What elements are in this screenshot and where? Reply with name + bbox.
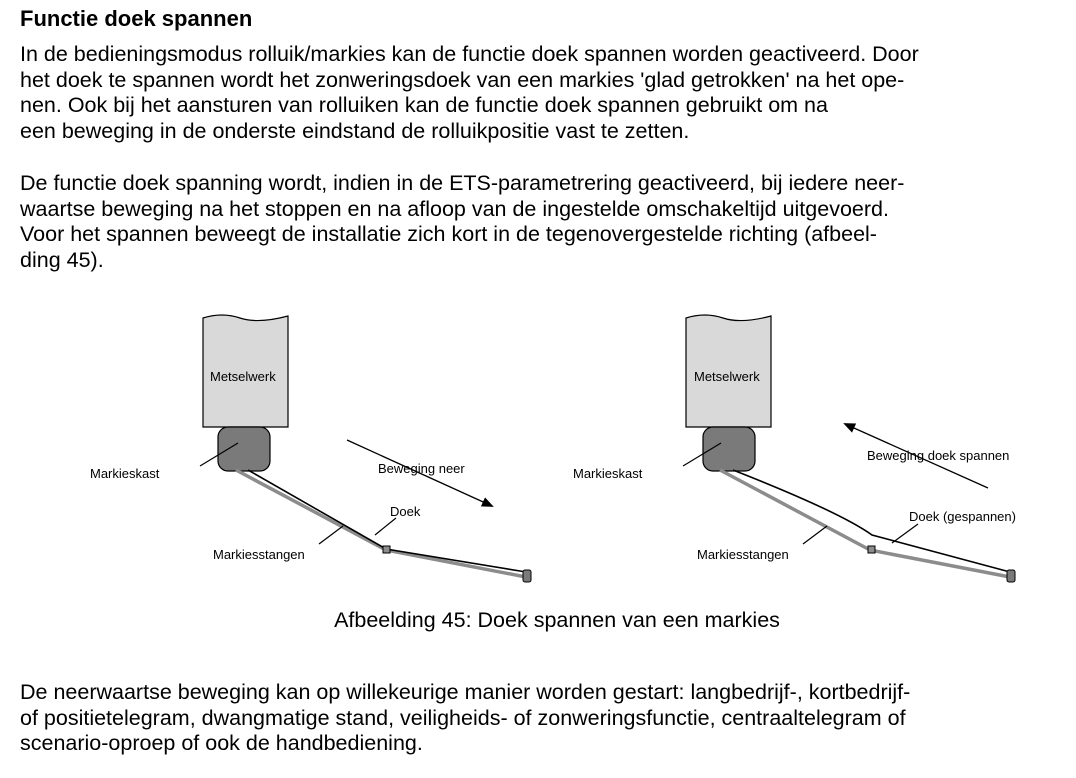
text-line: De functie doek spanning wordt, indien in de ETS-parametrering geactiveerd, bij iedere neer- [20, 171, 905, 195]
motion-label: Beweging doek spannen [867, 448, 1010, 463]
paragraph-intro [20, 42, 919, 144]
text-line: een beweging in de onderste eindstand de rolluikpositie vast te zetten. [20, 118, 690, 143]
section-heading: Functie doek spannen [20, 6, 253, 31]
text-line: ding 45). [20, 247, 104, 272]
text-line: De neerwaartse beweging kan op willekeurige manier worden gestart: langbedrijf-, kortbedrijf- [20, 680, 911, 704]
left-panel [90, 315, 531, 582]
fabric-label: Doek [390, 504, 421, 519]
wall-label: Metselwerk [694, 369, 760, 384]
awning-box [218, 427, 270, 471]
paragraph-ets [20, 171, 904, 273]
arms-label: Markiesstangen [213, 547, 305, 562]
front-bar [1007, 570, 1015, 582]
text-line: waartse beweging na het stoppen en na afloop van de ingestelde omschakeltijd uitgevoerd. [20, 196, 889, 221]
text-line: In de bedieningsmodus rolluik/markies kan de functie doek spannen worden geactiveerd. Door [20, 42, 919, 66]
text-line: scenario-oproep of ook de handbediening. [20, 731, 423, 755]
right-panel [573, 315, 1016, 582]
arm-joint [383, 546, 390, 553]
fabric-pointer-line [892, 524, 918, 543]
front-bar [523, 570, 531, 582]
fabric-label: Doek (gespannen) [909, 509, 1016, 524]
arms-pointer-line [319, 526, 343, 544]
text-line: Voor het spannen beweegt de installatie zich kort in de tegenovergestelde richting (afbeel- [20, 222, 877, 246]
fabric-pointer-line [375, 518, 396, 535]
paragraph-start-options [20, 680, 910, 757]
awning-diagram [0, 300, 1076, 600]
text-line: nen. Ook bij het aansturen van rolluiken kan de functie doek spannen gebruikt om na [20, 93, 828, 117]
box-label: Markieskast [90, 466, 160, 481]
wall-label: Metselwerk [210, 369, 276, 384]
figure-caption: Afbeelding 45: Doek spannen van een markies [334, 608, 780, 632]
text-line: of positietelegram, dwangmatige stand, veiligheids- of zonweringsfunctie, centraaltelegram of [20, 705, 906, 730]
figure-45 [0, 300, 1076, 600]
arms-pointer-line [803, 526, 827, 544]
motion-label: Beweging neer [378, 461, 465, 476]
box-label: Markieskast [573, 466, 643, 481]
arm-joint [868, 546, 875, 553]
arms-label: Markiesstangen [697, 547, 789, 562]
text-line: het doek te spannen wordt het zonweringsdoek van een markies 'glad getrokken' na het ope- [20, 67, 905, 92]
